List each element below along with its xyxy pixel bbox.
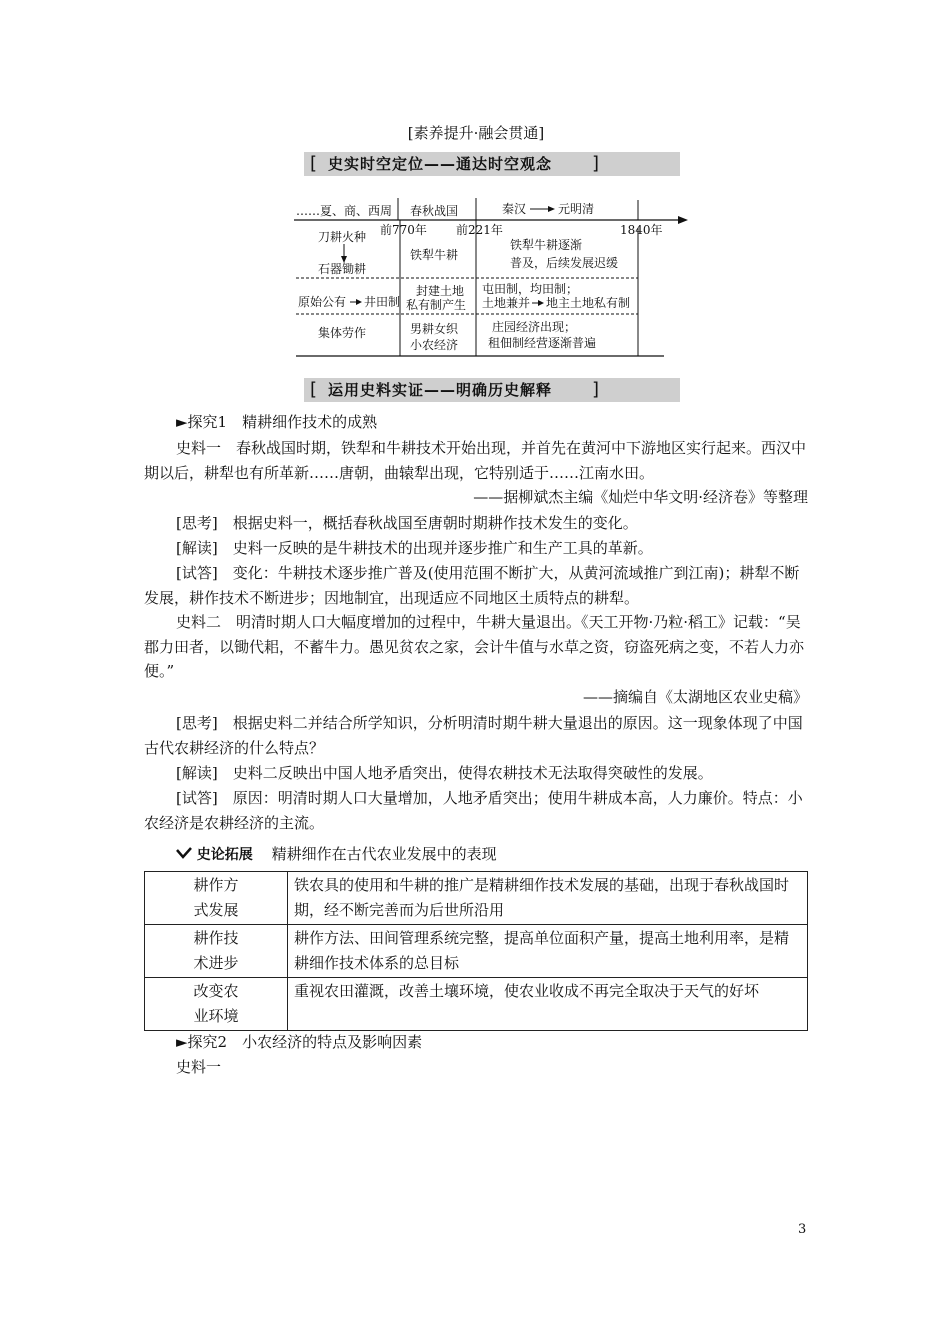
timeline-diagram: [292, 192, 692, 360]
extension-tag: 史论拓展: [196, 847, 253, 863]
inquiry1-read1: [解读] 史料一反映的是牛耕技术的出现并逐步推广和生产工具的革新。: [176, 539, 653, 557]
inquiry1-source2: 史料二 明清时期人口大幅度增加的过程中，牛耕大量退出。《天工开物·乃粒·稻工》记载：“吴郡力田者，以锄代耜，不蓄牛力。愚见贫农之家，会计牛值与水草之资，窃盗死病之变，不若人力亦便。”: [144, 613, 805, 680]
banner-title: 运用史料实证——明确历史解释: [328, 381, 553, 399]
period-chunqiu-zhanguo: 春秋战国: [410, 204, 459, 218]
land-annexation: 土地兼并: [482, 296, 531, 310]
table-value-cell: 耕作方法、田间管理系统完整，提高单位面积产量，提高土地利用率，是精耕细作技术体系的总目标: [288, 925, 808, 978]
extension-title: 精耕细作在古代农业发展中的表现: [271, 845, 497, 863]
labor-manor: 庄园经济出现；: [492, 320, 577, 334]
period-xia-shang-zhou: ……夏、商、西周: [296, 204, 393, 218]
tools-spread-line1: 铁犁牛耕逐渐: [510, 238, 583, 252]
inquiry1-answer2: [试答] 原因：明清时期人口大量增加，人地矛盾突出；使用牛耕成本高，人力廉价。特点：小农经济是农耕经济的主流。: [144, 789, 803, 832]
land-landlord: 地主土地私有制: [546, 296, 631, 310]
banner-title: 史实时空定位——通达时空观念: [328, 155, 553, 173]
land-public: 原始公有: [298, 295, 347, 309]
table-key-cell: 改变农 业环境: [145, 978, 288, 1031]
period-qin-han: 秦汉: [502, 202, 527, 216]
inquiry1-answer1: [试答] 变化：牛耕技术逐步推广普及(使用范围不断扩大，从黄河流域推广到江南)；耕犁不断发展，耕作技术不断进步；因地制宜，出现适应不同地区土质特点的耕犁。: [144, 564, 800, 607]
labor-tenancy: 租佃制经营逐渐普遍: [488, 336, 597, 350]
period-yuan-ming-qing: 元明清: [558, 202, 595, 216]
inquiry2-source1-label: 史料一: [176, 1058, 222, 1076]
extension-heading: [176, 843, 497, 866]
banner-bracket-left: [: [310, 379, 318, 400]
inquiry1-title: ►探究1 精耕细作技术的成熟: [176, 413, 378, 431]
banner-spacetime: [304, 152, 680, 176]
land-private-line1: 封建土地: [416, 284, 465, 298]
tools-iron-plough: 铁犁牛耕: [410, 248, 459, 262]
table-key-cell: 耕作方 式发展: [145, 872, 288, 925]
date-770bc: 前770年: [380, 223, 427, 237]
date-221bc: 前221年: [456, 223, 503, 237]
tools-slash-burn: 刀耕火种: [318, 230, 367, 244]
table-row: [145, 978, 808, 1031]
labor-men-women: 男耕女织: [410, 322, 459, 336]
section-heading: [素养提升·融会贯通]: [407, 124, 545, 142]
table-value-cell: 铁农具的使用和牛耕的推广是精耕细作技术发展的基础，出现于春秋战国时期，经不断完善而为后世所沿用: [288, 872, 808, 925]
tools-stone-hoe: 石器锄耕: [318, 262, 367, 276]
page-number: 3: [798, 1222, 807, 1237]
table-row: [145, 872, 808, 925]
land-private-line2: 私有制产生: [406, 298, 467, 312]
banner-bracket-left: [: [310, 153, 318, 174]
tools-spread-line2: 普及，后续发展迟缓: [510, 256, 619, 270]
inquiry1-think2: [思考] 根据史料二并结合所学知识，分析明清时期牛耕大量退出的原因。这一现象体现了中国古代农耕经济的什么特点？: [144, 714, 803, 757]
date-1840: 1840年: [620, 223, 663, 237]
labor-collective: 集体劳作: [318, 326, 367, 340]
table-row: [145, 925, 808, 978]
labor-small-farm: 小农经济: [410, 338, 459, 352]
inquiry1-source1: 史料一 春秋战国时期，铁犁和牛耕技术开始出现，并首先在黄河中下游地区实行起来。西汉中期以后，耕犁也有所革新……唐朝，曲辕犁出现，它特别适于……江南水田。: [144, 439, 807, 482]
banner-evidence: [304, 378, 680, 402]
land-well-field: 井田制: [364, 295, 401, 309]
inquiry1-think1: [思考] 根据史料一，概括春秋战国至唐朝时期耕作技术发生的变化。: [176, 514, 638, 532]
arrow-check-icon: [176, 846, 192, 860]
table-value-cell: 重视农田灌溉，改善土壤环境，使农业收成不再完全取决于天气的好坏: [288, 978, 808, 1031]
inquiry2-title: ►探究2 小农经济的特点及影响因素: [176, 1033, 423, 1051]
inquiry1-source2-cite: ——摘编自《太湖地区农业史稿》: [582, 688, 808, 706]
inquiry1-source1-cite: ——据柳斌杰主编《灿烂中华文明·经济卷》等整理: [473, 488, 808, 506]
banner-bracket-right: ]: [592, 379, 600, 400]
extension-table: [144, 871, 808, 1031]
land-tuntian: 屯田制，均田制；: [482, 282, 579, 296]
inquiry1-read2: [解读] 史料二反映出中国人地矛盾突出，使得农耕技术无法取得突破性的发展。: [176, 764, 713, 782]
banner-bracket-right: ]: [592, 153, 600, 174]
table-key-cell: 耕作技 术进步: [145, 925, 288, 978]
